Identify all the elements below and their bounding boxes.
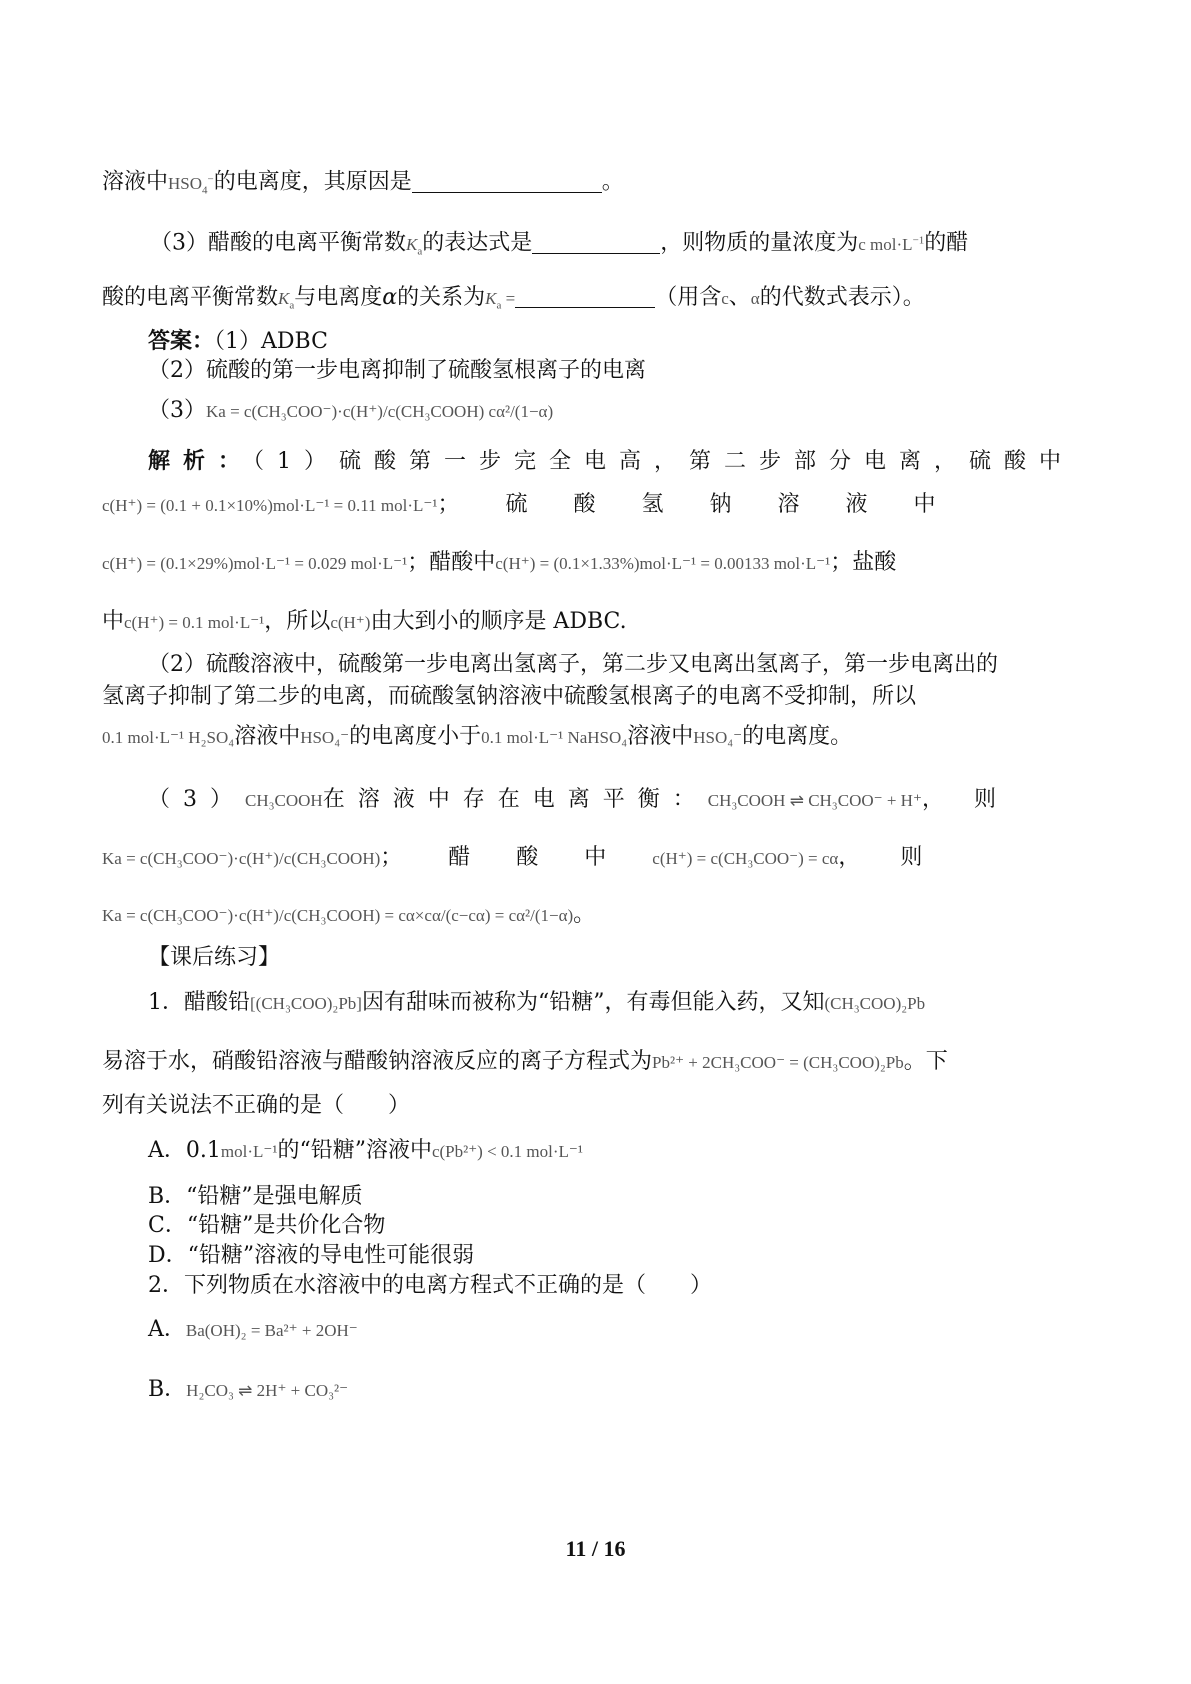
formula: CH₃COOH ⇌ CH₃COO⁻ + H⁺	[707, 791, 922, 810]
option-a	[148, 1136, 583, 1167]
page-number: 11 / 16	[565, 1536, 626, 1561]
text: ；醋酸中	[407, 550, 496, 575]
formula: 0.1 mol·L⁻¹ NaHSO₄	[481, 728, 628, 747]
text: （3）醋酸的电离平衡常数	[150, 230, 406, 256]
formula: (CH₃COO)₂Pb	[824, 994, 926, 1013]
formula: c $mol\cdot L^{-1}$	[858, 234, 925, 254]
text: ；醋酸中	[380, 845, 653, 870]
practice-header	[148, 943, 280, 973]
text: 、	[728, 285, 751, 310]
text: 2．下列物质在水溶液中的电离方程式不正确的是（ ）	[148, 1273, 712, 1298]
analysis-line-2	[102, 490, 981, 521]
formula: $K_a$ =	[485, 289, 516, 312]
formula: [(CH₃COO)₂Pb]	[250, 994, 362, 1013]
analysis-line-3	[102, 548, 896, 579]
para-line-1	[102, 164, 624, 205]
text: ；硫酸氢钠溶液中	[437, 492, 982, 517]
text: 的电离度小于	[349, 724, 482, 749]
text: （3）	[148, 787, 245, 812]
text: ；盐酸	[830, 550, 897, 575]
answer-line-2	[148, 356, 646, 386]
answer-line-3	[148, 396, 553, 427]
formula: c	[721, 289, 729, 308]
answer-blank[interactable]	[532, 229, 660, 254]
text: 因有甜味而被称为“铅糖”，有毒但能入药，又知	[361, 990, 825, 1015]
option-b	[148, 1182, 363, 1212]
formula: c(H⁺) = (0.1×1.33%)mol·L⁻¹ = 0.00133 mol·L⁻¹	[495, 554, 831, 573]
formula: c(Pb²⁺) < 0.1 mol·L⁻¹	[431, 1142, 583, 1161]
analysis-line-10	[102, 900, 595, 931]
formula: CH₃COOH	[245, 791, 323, 810]
formula: H₂CO₃ ⇌ 2H⁺ + CO₃²⁻	[186, 1381, 349, 1400]
text: 的代数式表示）。	[759, 285, 925, 310]
analysis-line-5	[148, 650, 998, 680]
text: D．“铅糖”溶液的导电性可能很弱	[148, 1243, 475, 1268]
analysis-label: 解析：	[148, 448, 254, 474]
text: B．	[148, 1377, 187, 1402]
formula: Ba(OH)₂ = Ba²⁺ + 2OH⁻	[185, 1321, 358, 1340]
text: ，则	[838, 845, 963, 870]
text: 。	[601, 169, 624, 195]
formula: Pb²⁺ + 2CH₃COO⁻ = (CH₃COO)₂Pb	[652, 1053, 904, 1072]
text: （用含	[655, 285, 722, 310]
text: 的“铅糖”溶液中	[277, 1138, 432, 1163]
para-line-2	[150, 225, 968, 266]
formula: mol·L⁻¹	[220, 1142, 278, 1161]
option-c	[148, 1211, 385, 1241]
formula: Ka = c(CH₃COO⁻)·c(H⁺)/c(CH₃COOH) = cα×cα/(c−cα) = cα²/(1−α)	[102, 906, 574, 925]
formula: c(H⁺) = (0.1 + 0.1×10%)mol·L⁻¹ = 0.11 mol·L⁻¹	[102, 496, 438, 515]
alpha-symbol: α	[382, 285, 398, 310]
formula: c(H⁺)	[330, 613, 371, 632]
text: B．“铅糖”是强电解质	[148, 1184, 363, 1209]
analysis-line-8	[148, 785, 1026, 816]
question-2	[148, 1271, 712, 1301]
text: 1．醋酸铅	[148, 990, 250, 1015]
text: 的醋	[924, 230, 969, 256]
formula: 0.1 mol·L⁻¹ H₂SO₄	[102, 728, 235, 747]
answer-blank[interactable]	[515, 283, 655, 308]
analysis-line-4	[102, 607, 627, 638]
text: C．“铅糖”是共价化合物	[148, 1213, 386, 1238]
option-d	[148, 1241, 474, 1271]
formula: $K_a$	[278, 289, 295, 312]
text: 中	[102, 609, 125, 634]
text: 。下	[903, 1049, 948, 1074]
text: （3）	[148, 398, 206, 423]
text: ，则	[921, 787, 1026, 812]
text: 由大到小的顺序是 ADBC.	[370, 609, 627, 634]
text: 列有关说法不正确的是（ ）	[102, 1093, 411, 1118]
answer-line-1	[148, 326, 328, 357]
para-line-3	[102, 283, 925, 320]
text: A．0.1	[148, 1138, 221, 1163]
text: ，则物质的量浓度为	[660, 230, 859, 256]
text: 的表达式是	[422, 230, 533, 256]
formula: c(H⁺) = c(CH₃COO⁻) = cα	[652, 849, 839, 868]
analysis-line-1	[148, 446, 1074, 477]
text: 溶液中	[234, 724, 301, 749]
text: 的电离度。	[742, 724, 853, 749]
text: 溶液中	[627, 724, 694, 749]
formula: c(H⁺) = (0.1×29%)mol·L⁻¹ = 0.029 mol·L⁻¹	[102, 554, 408, 573]
question-1-line-2	[102, 1047, 948, 1078]
question-2-option-b	[148, 1375, 348, 1406]
text: （1）硫酸第一步完全电高，第二步部分电离，硫酸中	[253, 449, 1075, 474]
question-1-line-1	[148, 988, 925, 1019]
text: 氢离子抑制了第二步的电离，而硫酸氢钠溶液中硫酸氢根离子的电离不受抑制，所以	[102, 684, 917, 709]
text: 在溶液中存在电离平衡：	[322, 787, 708, 812]
text: 的关系为	[397, 285, 486, 310]
formula: Ka = c(CH₃COO⁻)·c(H⁺)/c(CH₃COOH) cα²/(1−α)	[206, 402, 554, 421]
text: （2）硫酸的第一步电离抑制了硫酸氢根离子的电离	[148, 358, 646, 383]
text: 的电离度，其原因是	[213, 169, 412, 195]
analysis-line-6	[102, 682, 916, 712]
formula: $K_a$	[406, 234, 423, 258]
formula: Ka = c(CH₃COO⁻)·c(H⁺)/c(CH₃COOH)	[102, 849, 381, 868]
text: 溶液中	[102, 169, 169, 195]
text: ，所以	[264, 609, 331, 634]
text: A．	[148, 1317, 186, 1342]
text: 易溶于水，硝酸铅溶液与醋酸钠溶液反应的离子方程式为	[102, 1049, 653, 1074]
formula: c(H⁺) = 0.1 mol·L⁻¹	[124, 613, 265, 632]
text: 。	[573, 902, 596, 927]
analysis-line-7	[102, 722, 852, 753]
text: 酸的电离平衡常数	[102, 285, 279, 310]
text: （2）硫酸溶液中，硫酸第一步电离出氢离子，第二步又电离出氢离子，第一步电离出的	[148, 652, 998, 677]
question-2-option-a	[148, 1315, 358, 1346]
text: （1）ADBC	[214, 329, 328, 354]
answer-label: 答案：	[148, 328, 215, 354]
formula: α	[750, 289, 760, 308]
question-1-line-3	[102, 1091, 410, 1121]
formula: HSO₄⁻	[300, 728, 350, 747]
formula: HSO₄⁻	[693, 728, 743, 747]
answer-blank[interactable]	[412, 168, 602, 193]
section-title: 【课后练习】	[148, 945, 281, 970]
formula: $HSO_4^-$	[168, 173, 214, 197]
text: 与电离度	[294, 285, 383, 310]
analysis-line-9	[102, 843, 962, 874]
